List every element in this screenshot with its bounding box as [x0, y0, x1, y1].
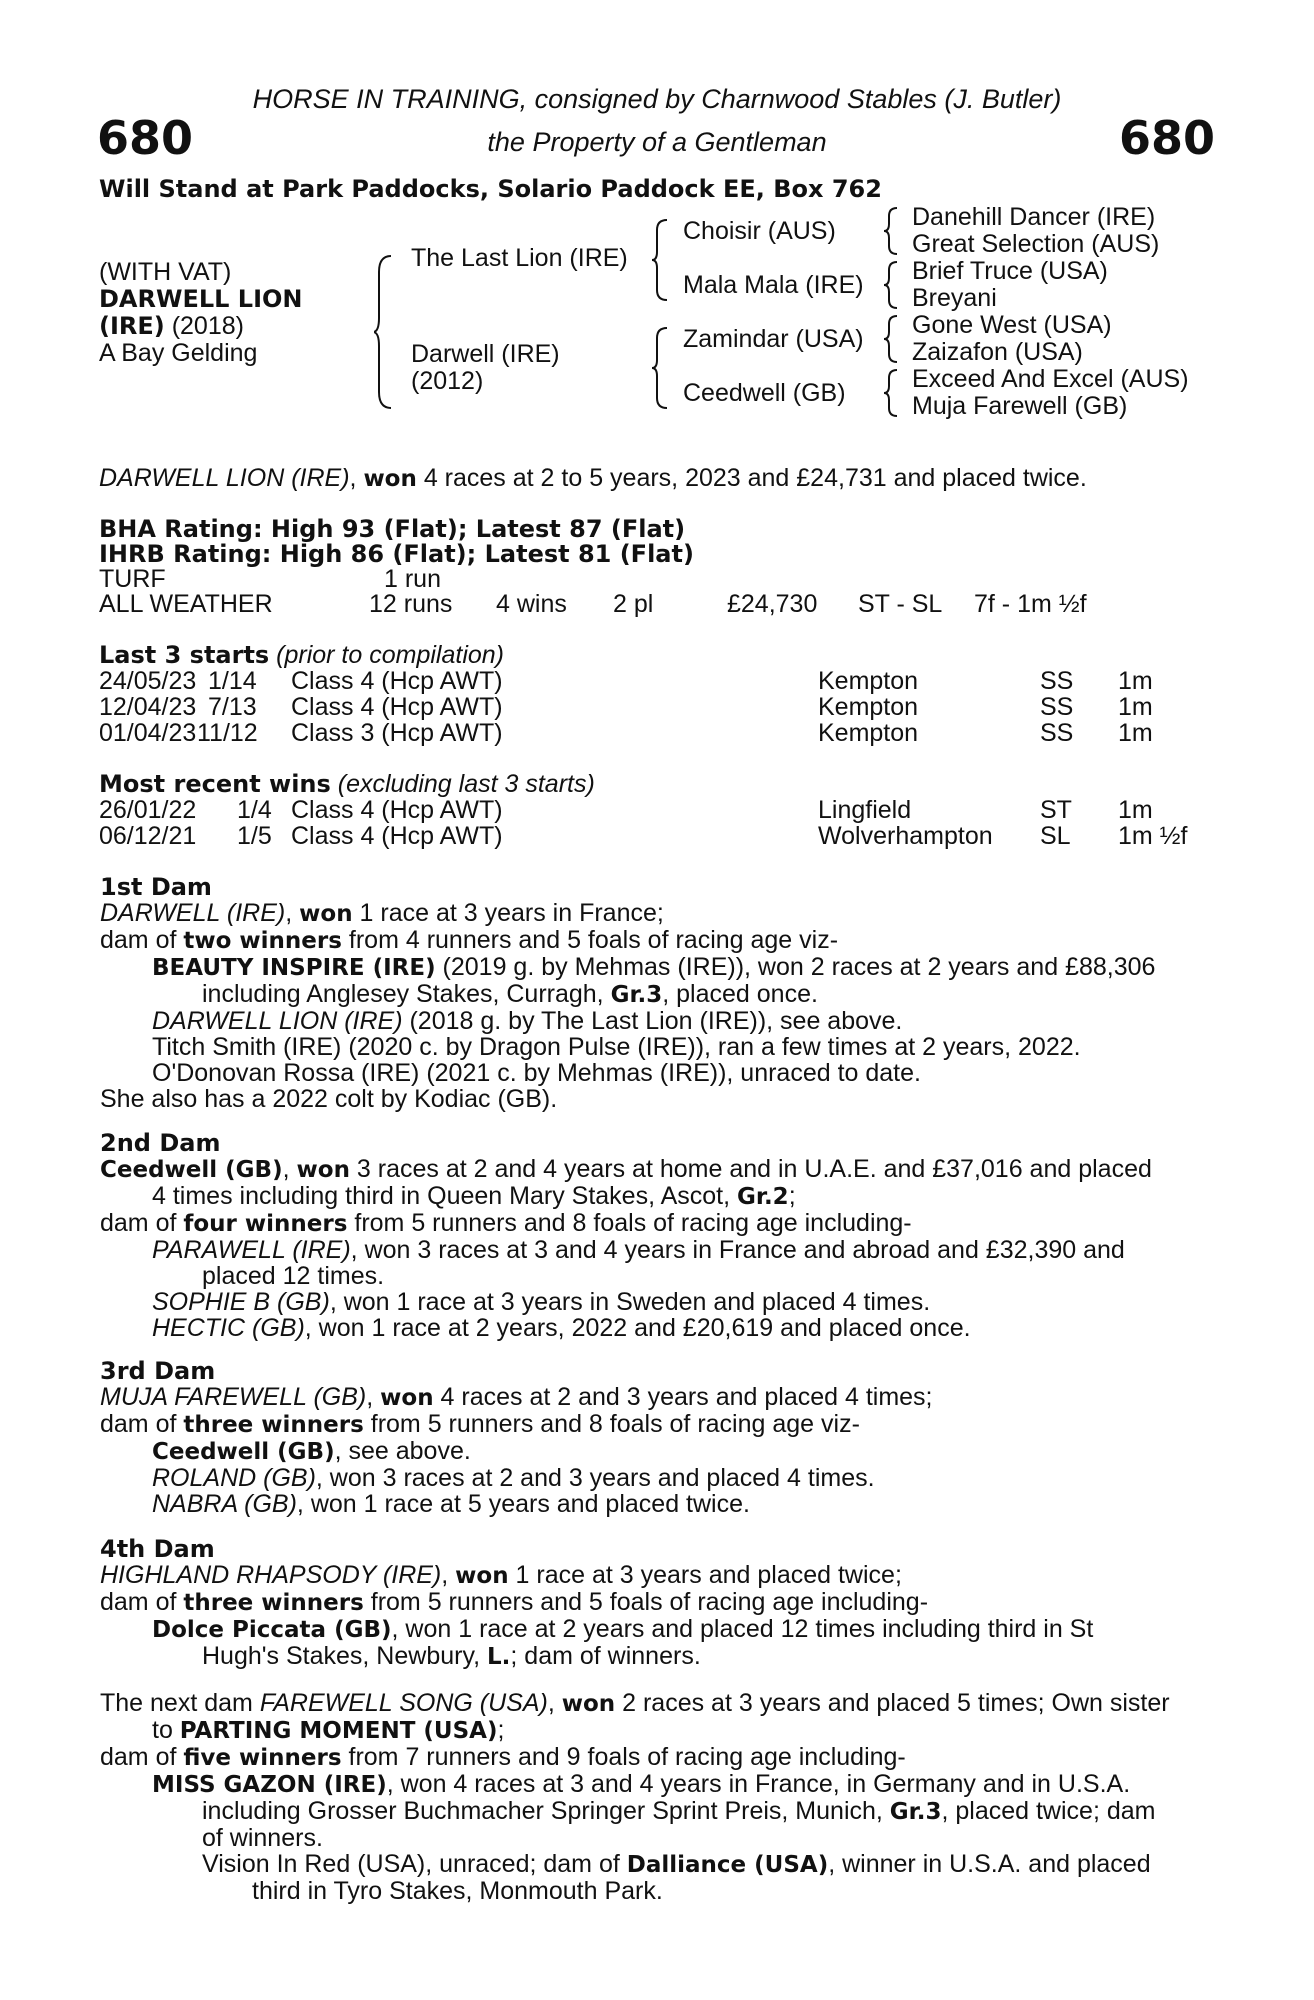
last3-title: Last 3 starts — [99, 641, 270, 669]
second-dam-line — [100, 1289, 1205, 1315]
winners-count: five winners — [183, 1745, 342, 1771]
text: , see above. — [334, 1437, 471, 1465]
dam-name: Ceedwell (GB) — [100, 1157, 283, 1183]
summary-rest: 4 races at 2 to 5 years, 2023 and £24,731 and placed twice. — [416, 464, 1087, 492]
text: Vision In Red (USA), unraced; dam of — [202, 1850, 627, 1878]
next-dam-line: third in Tyro Stakes, Monmouth Park. — [252, 1877, 663, 1905]
last3-note: (prior to compilation) — [269, 641, 505, 669]
row-class: Class 4 (Hcp AWT) — [291, 693, 503, 721]
row-distance: 1m ½f — [1118, 822, 1188, 850]
progeny-name: Dolce Piccata (GB) — [152, 1617, 392, 1643]
summary-won: won — [363, 466, 417, 492]
text: 4 times including third in Queen Mary Stakes, Ascot, — [152, 1182, 737, 1210]
summary-horse: DARWELL LION (IRE) — [99, 464, 350, 492]
pedigree-brace-g78 — [884, 368, 900, 418]
aw-label: ALL WEATHER — [99, 590, 273, 618]
progeny-name: Dalliance (USA) — [626, 1852, 829, 1878]
row-surface: SS — [1040, 719, 1074, 747]
won-label: won — [299, 901, 353, 927]
second-dam-line — [100, 1156, 1205, 1183]
text: , won 1 race at 3 years in Sweden and placed 4 times. — [329, 1288, 931, 1316]
row-course: Kempton — [818, 719, 919, 747]
text: , winner in U.S.A. and placed — [828, 1850, 1151, 1878]
second-dam-line — [100, 1315, 1205, 1341]
text: from 7 runners and 9 foals of racing age including- — [341, 1743, 906, 1771]
bha-rating: BHA Rating: High 93 (Flat); Latest 87 (Flat) — [99, 515, 686, 543]
consignor-line: HORSE IN TRAINING, consigned by Charnwood Stables (J. Butler) — [252, 84, 1062, 114]
first-dam-line: O'Donovan Rossa (IRE) (2021 c. by Mehmas (IRE)), unraced to date. — [152, 1059, 921, 1087]
pedigree-sire-dam: Mala Mala (IRE) — [683, 271, 864, 299]
text: 1 race at 3 years and placed twice; — [508, 1561, 902, 1589]
text: , won 4 races at 3 and 4 years in France, in Germany and in U.S.A. — [386, 1770, 1131, 1798]
third-dam-line — [100, 1384, 1205, 1411]
row-class: Class 4 (Hcp AWT) — [291, 796, 503, 824]
aw-runs: 12 runs — [369, 590, 453, 618]
second-dam-line: placed 12 times. — [202, 1262, 385, 1290]
next-dam-line: of winners. — [202, 1824, 323, 1852]
text: including Anglesey Stakes, Curragh, — [202, 980, 611, 1008]
text: , won 1 race at 2 years and placed 12 times including third in St — [391, 1615, 1094, 1643]
recent-title: Most recent wins — [99, 770, 331, 798]
pedigree-brace-main — [374, 254, 394, 410]
pedigree-sire: The Last Lion (IRE) — [411, 244, 628, 272]
row-surface: SS — [1040, 667, 1074, 695]
horse-description: A Bay Gelding — [99, 339, 258, 367]
second-dam-line — [100, 1237, 1205, 1263]
row-date: 01/04/23 — [99, 719, 197, 747]
second-dam-title: 2nd Dam — [100, 1129, 221, 1157]
property-line: the Property of a Gentleman — [487, 127, 827, 157]
first-dam-line — [100, 900, 1205, 927]
aw-distance: 7f - 1m ½f — [974, 590, 1087, 618]
row-course: Wolverhampton — [818, 822, 993, 850]
fourth-dam-line — [100, 1562, 1205, 1589]
third-dam-title: 3rd Dam — [100, 1357, 216, 1385]
first-dam-line: She also has a 2022 colt by Kodiac (GB). — [100, 1085, 558, 1113]
grade: Gr.3 — [889, 1799, 942, 1825]
aw-prize: £24,730 — [727, 590, 818, 618]
text: , won 1 race at 2 years, 2022 and £20,619 and placed once. — [304, 1314, 971, 1342]
text: 1 race at 3 years in France; — [352, 899, 664, 927]
first-dam-title: 1st Dam — [100, 873, 212, 901]
fourth-dam-line — [100, 1616, 1205, 1643]
winners-count: two winners — [183, 928, 342, 954]
row-position: 1/14 — [208, 667, 257, 695]
sister-name: PARTING MOMENT (USA) — [179, 1718, 498, 1744]
text: , won 1 race at 5 years and placed twice. — [296, 1490, 750, 1518]
third-dam-line — [100, 1491, 1205, 1517]
text: , — [547, 1689, 562, 1717]
won-label: won — [380, 1385, 434, 1411]
text: including Grosser Buchmacher Springer Sprint Preis, Munich, — [202, 1797, 890, 1825]
pedigree-brace-g34 — [884, 260, 900, 310]
third-dam-section — [100, 1358, 1205, 1517]
row-date: 24/05/23 — [99, 667, 197, 695]
row-surface: SL — [1040, 822, 1071, 850]
text: (2018 g. by The Last Lion (IRE)), see above. — [402, 1007, 903, 1035]
progeny-name: NABRA (GB) — [152, 1490, 297, 1518]
next-dam-section — [100, 1690, 1205, 1904]
pedigree-brace-dam — [652, 326, 670, 410]
text: , — [441, 1561, 456, 1589]
won-label: won — [296, 1157, 350, 1183]
third-dam-line — [100, 1411, 1205, 1438]
pedigree-g7: Exceed And Excel (AUS) — [912, 365, 1189, 393]
row-position: 7/13 — [208, 693, 257, 721]
next-dam-line — [100, 1798, 1205, 1825]
progeny-name: MISS GAZON (IRE) — [152, 1772, 387, 1798]
text: , — [285, 899, 300, 927]
pedigree-brace-g12 — [884, 206, 900, 256]
grade: Gr.2 — [737, 1184, 789, 1210]
row-distance: 1m — [1118, 719, 1153, 747]
vat-note: (WITH VAT) — [99, 258, 232, 286]
horse-origin-year — [99, 313, 244, 339]
dam-name: MUJA FAREWELL (GB) — [100, 1383, 367, 1411]
next-dam-line — [100, 1690, 1205, 1717]
pedigree-sire-sire: Choisir (AUS) — [683, 217, 836, 245]
text: 3 races at 2 and 4 years at home and in U.A.E. and £37,016 and placed — [349, 1155, 1152, 1183]
row-position: 1/5 — [237, 822, 272, 850]
next-dam-line — [100, 1771, 1205, 1798]
pedigree-brace-sire — [652, 218, 670, 302]
progeny-name: HECTIC (GB) — [152, 1314, 305, 1342]
text: dam of — [100, 1209, 184, 1237]
progeny-name: PARAWELL (IRE) — [152, 1236, 351, 1264]
row-distance: 1m — [1118, 667, 1153, 695]
horse-year: (2018) — [164, 312, 244, 340]
row-course: Kempton — [818, 693, 919, 721]
row-distance: 1m — [1118, 693, 1153, 721]
row-class: Class 3 (Hcp AWT) — [291, 719, 503, 747]
horse-name: DARWELL LION — [99, 285, 303, 313]
progeny-name: BEAUTY INSPIRE (IRE) — [152, 955, 436, 981]
text: , won 3 races at 3 and 4 years in France and abroad and £32,390 and — [350, 1236, 1125, 1264]
text: dam of — [100, 926, 184, 954]
first-dam-section — [100, 874, 1205, 1112]
row-course: Kempton — [818, 667, 919, 695]
pedigree-dam-year: (2012) — [411, 367, 484, 395]
row-distance: 1m — [1118, 796, 1153, 824]
third-dam-line — [100, 1465, 1205, 1491]
pedigree-g5: Gone West (USA) — [912, 311, 1112, 339]
text: , — [366, 1383, 381, 1411]
recent-heading — [99, 771, 595, 797]
fourth-dam-section — [100, 1536, 1205, 1670]
text: from 5 runners and 5 foals of racing age including- — [363, 1588, 929, 1616]
first-dam-line — [100, 1008, 1205, 1034]
lot-number-right: 680 — [1119, 111, 1216, 165]
text: from 4 runners and 5 foals of racing age viz- — [341, 926, 839, 954]
aw-surface: ST - SL — [858, 590, 943, 618]
winners-count: four winners — [183, 1211, 348, 1237]
first-dam-line — [100, 954, 1205, 981]
pedigree-g8: Muja Farewell (GB) — [912, 392, 1128, 420]
row-class: Class 4 (Hcp AWT) — [291, 667, 503, 695]
text: ; — [497, 1716, 505, 1744]
text: The next dam — [100, 1689, 260, 1717]
text: , placed once. — [662, 980, 818, 1008]
row-date: 12/04/23 — [99, 693, 197, 721]
next-dam-line — [100, 1717, 1205, 1744]
third-dam-line — [100, 1438, 1205, 1465]
turf-runs: 1 run — [384, 565, 441, 593]
aw-placed: 2 pl — [613, 590, 654, 618]
horse-country: (IRE) — [99, 312, 165, 340]
ihrb-rating: IHRB Rating: High 86 (Flat); Latest 81 (Flat) — [99, 540, 694, 568]
text: , placed twice; dam — [941, 1797, 1156, 1825]
dam-name: HIGHLAND RHAPSODY (IRE) — [100, 1561, 442, 1589]
winners-count: three winners — [183, 1590, 364, 1616]
first-dam-line — [100, 981, 1205, 1008]
text: 2 races at 3 years and placed 5 times; Own sister — [615, 1689, 1170, 1717]
second-dam-section — [100, 1130, 1205, 1341]
text: 4 races at 2 and 3 years and placed 4 times; — [433, 1383, 933, 1411]
text: from 5 runners and 8 foals of racing age including- — [347, 1209, 912, 1237]
text: , won 3 races at 2 and 3 years and placed 4 times. — [315, 1464, 875, 1492]
text: Hugh's Stakes, Newbury, — [202, 1642, 487, 1670]
row-surface: ST — [1040, 796, 1072, 824]
text: dam of — [100, 1410, 184, 1438]
progeny-name: ROLAND (GB) — [152, 1464, 316, 1492]
won-label: won — [561, 1691, 616, 1717]
recent-note: (excluding last 3 starts) — [330, 770, 595, 798]
last3-heading — [99, 642, 504, 668]
progeny-name: Ceedwell (GB) — [152, 1439, 335, 1465]
progeny-name: DARWELL LION (IRE) — [152, 1007, 403, 1035]
pedigree-dam: Darwell (IRE) — [411, 340, 560, 368]
text: dam of — [100, 1743, 184, 1771]
aw-wins: 4 wins — [496, 590, 567, 618]
race-summary: DARWELL LION (IRE), won 4 races at 2 to 5 years, 2023 and £24,731 and placed twice. — [99, 464, 1087, 492]
text: (2019 g. by Mehmas (IRE)), won 2 races at 2 years and £88,306 — [435, 953, 1156, 981]
turf-label: TURF — [99, 565, 166, 593]
row-class: Class 4 (Hcp AWT) — [291, 822, 503, 850]
text: ; — [788, 1182, 796, 1210]
winners-count: three winners — [183, 1412, 364, 1438]
text: , — [282, 1155, 297, 1183]
text: to — [152, 1716, 180, 1744]
text: ; dam of winners. — [510, 1642, 701, 1670]
grade: Gr.3 — [610, 982, 663, 1008]
first-dam-line — [100, 927, 1205, 954]
second-dam-line — [100, 1183, 1205, 1210]
pedigree-g6: Zaizafon (USA) — [912, 338, 1083, 366]
grade: L. — [487, 1644, 511, 1670]
fourth-dam-title: 4th Dam — [100, 1535, 215, 1563]
pedigree-dam-dam: Ceedwell (GB) — [683, 379, 846, 407]
pedigree-g4: Breyani — [912, 284, 997, 312]
pedigree-dam-sire: Zamindar (USA) — [683, 325, 864, 353]
fourth-dam-line — [100, 1643, 1205, 1670]
lot-number-left: 680 — [97, 111, 194, 165]
row-surface: SS — [1040, 693, 1074, 721]
first-dam-line: Titch Smith (IRE) (2020 c. by Dragon Pulse (IRE)), ran a few times at 2 years, 2022. — [152, 1033, 1081, 1061]
next-dam-line — [100, 1851, 1205, 1878]
text: from 5 runners and 8 foals of racing age viz- — [363, 1410, 860, 1438]
row-date: 06/12/21 — [99, 822, 197, 850]
progeny-name: SOPHIE B (GB) — [152, 1288, 330, 1316]
second-dam-line — [100, 1210, 1205, 1237]
row-course: Lingfield — [818, 796, 912, 824]
fourth-dam-line — [100, 1589, 1205, 1616]
row-position: 11/12 — [197, 719, 258, 747]
text: dam of — [100, 1588, 184, 1616]
row-date: 26/01/22 — [99, 796, 197, 824]
next-dam-line — [100, 1744, 1205, 1771]
dam-name: FAREWELL SONG (USA) — [259, 1689, 548, 1717]
stand-location: Will Stand at Park Paddocks, Solario Paddock EE, Box 762 — [99, 175, 882, 203]
row-position: 1/4 — [237, 796, 272, 824]
pedigree-brace-g56 — [884, 314, 900, 364]
pedigree-g1: Danehill Dancer (IRE) — [912, 203, 1156, 231]
won-label: won — [455, 1563, 509, 1589]
pedigree-g3: Brief Truce (USA) — [912, 257, 1108, 285]
pedigree-g2: Great Selection (AUS) — [912, 230, 1160, 258]
dam-name: DARWELL (IRE) — [100, 899, 286, 927]
